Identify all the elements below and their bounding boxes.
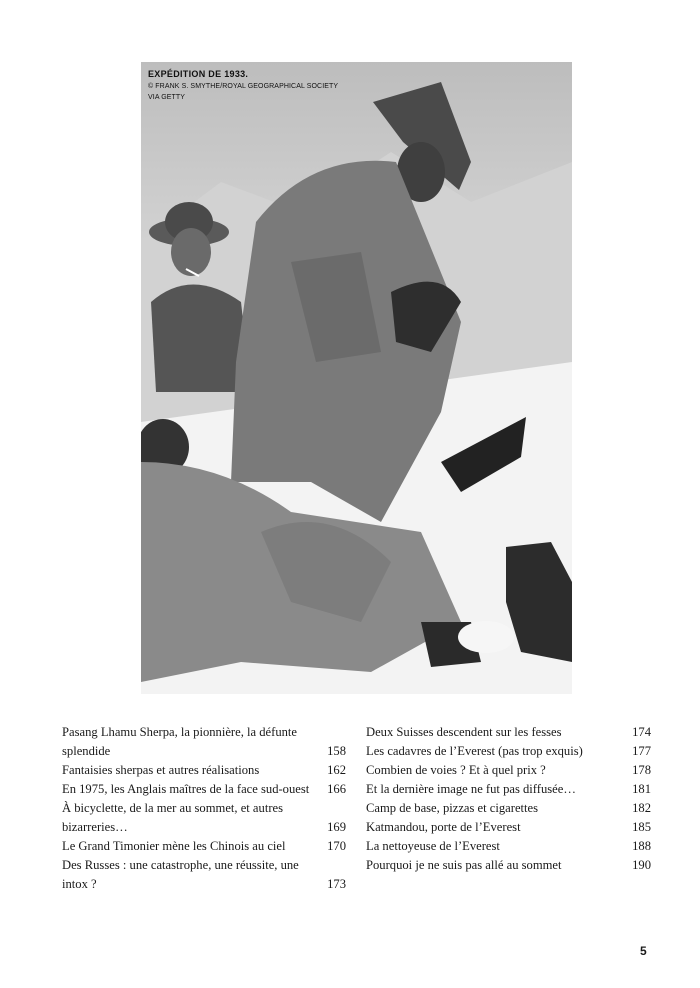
toc-entry: [366, 761, 651, 780]
page-number: 5: [640, 944, 647, 958]
toc-entry-page: 188: [632, 839, 651, 853]
toc-entry: [366, 742, 651, 761]
caption-credit: © FRANK S. SMYTHE/ROYAL GEOGRAPHICAL SOCIETY VIA GETTY: [148, 83, 339, 101]
expedition-photo: [141, 62, 572, 694]
toc-entry-page: 162: [327, 763, 346, 777]
caption-title: EXPÉDITION DE 1933.: [148, 69, 249, 79]
toc-entry-title: Deux Suisses descendent sur les fesses: [366, 725, 562, 739]
toc-entry-title: Katmandou, porte de l’Everest: [366, 820, 521, 834]
toc-entry-page: 169: [327, 820, 346, 834]
toc-entry-page: 173: [327, 877, 346, 891]
toc-right-column: [366, 723, 651, 875]
toc-entry-page: 185: [632, 820, 651, 834]
toc-entry: [62, 856, 346, 894]
toc-entry: [366, 799, 651, 818]
photo-illustration: [141, 62, 572, 694]
toc-entry-page: 190: [632, 858, 651, 872]
toc-entry: [62, 799, 346, 837]
toc-entry-page: 178: [632, 763, 651, 777]
toc-entry-title: Pourquoi je ne suis pas allé au sommet: [366, 858, 562, 872]
toc-entry: [62, 723, 346, 761]
toc-left-column: [62, 723, 346, 894]
toc-entry-page: 181: [632, 782, 651, 796]
toc-entry: [62, 761, 346, 780]
toc-entry-title: Camp de base, pizzas et cigarettes: [366, 801, 539, 815]
toc-entry: [366, 780, 651, 799]
toc-entry-page: 177: [632, 744, 651, 758]
toc-entry: [366, 837, 651, 856]
toc-entry-title: Des Russes : une catastrophe, une réussite, une intox ?: [62, 858, 299, 891]
toc-entry-title: Le Grand Timonier mène les Chinois au ciel: [62, 839, 286, 853]
toc-entry: [366, 723, 651, 742]
toc-entry-page: 174: [632, 725, 651, 739]
toc-entry: [62, 780, 346, 799]
toc-entry-page: 166: [327, 782, 346, 796]
toc-entry-page: 170: [327, 839, 346, 853]
toc-entry: [62, 837, 346, 856]
toc-entry-page: 182: [632, 801, 651, 815]
toc-entry-title: Fantaisies sherpas et autres réalisations: [62, 763, 260, 777]
toc-entry-title: Les cadavres de l’Everest (pas trop exquis): [366, 744, 583, 758]
toc-entry-page: 158: [327, 744, 346, 758]
toc-entry-title: À bicyclette, de la mer au sommet, et autres bizarreries…: [62, 801, 284, 834]
toc-entry-title: La nettoyeuse de l’Everest: [366, 839, 500, 853]
toc-entry-title: Et la dernière image ne fut pas diffusée…: [366, 782, 576, 796]
toc-entry-title: Pasang Lhamu Sherpa, la pionnière, la défunte splendide: [62, 725, 298, 758]
toc-entry-title: En 1975, les Anglais maîtres de la face sud-ouest: [62, 782, 310, 796]
toc-entry-title: Combien de voies ? Et à quel prix ?: [366, 763, 546, 777]
toc-entry: [366, 818, 651, 837]
toc-entry: [366, 856, 651, 875]
photo-caption: [148, 68, 348, 103]
